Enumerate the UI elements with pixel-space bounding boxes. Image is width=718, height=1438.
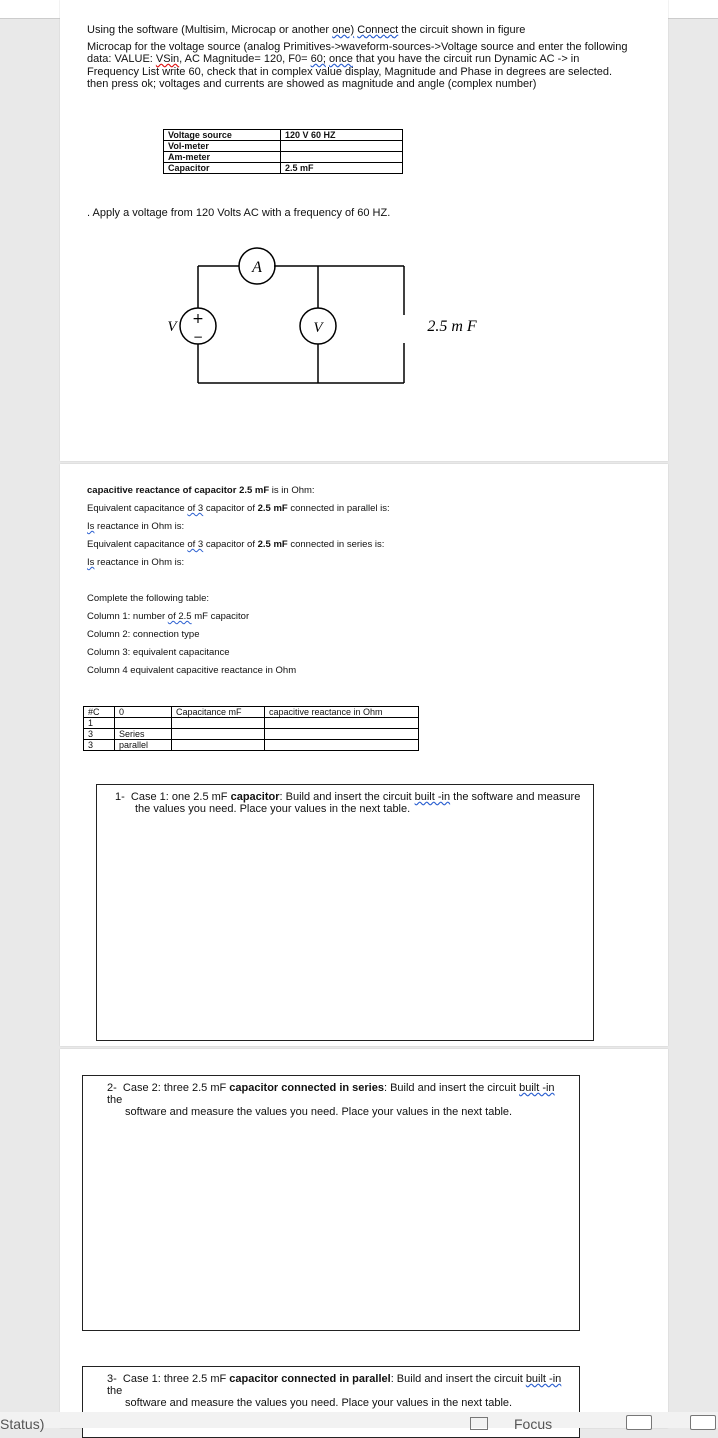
document-page-3 [60,1049,668,1428]
questions-block: capacitive reactance of capacitor 2.5 mF is in Ohm: Equivalent capacitance of 3 capacitor of 2.5 mF connected in parallel is: Is reactance in Ohm is: Equivalent capacitance of 3 capacitor of 2.5 mF connected in series is: Is reactance in Ohm is: Complete the following table: Column 1: number of 2.5 mF capacitor Column 2: connection type Column 3: equivalent capacitance Column 4 equivalent capacitive reactance in Ohm [87,485,390,676]
case3-caption: 3- Case 1: three 2.5 mF capacitor connected in parallel: Build and insert the circuit built -in the software and measure the values you need. Place your values in the next table. [107,1373,562,1409]
apply-voltage-text: . Apply a voltage from 120 Volts AC with a frequency of 60 HZ. [87,207,391,219]
voltmeter-label: V [313,320,323,336]
circuit-diagram [150,240,480,390]
plus-sign: + [192,311,204,327]
case2-caption: 2- Case 2: three 2.5 mF capacitor connected in series: Build and insert the circuit built -in the software and measure the values you need. Place your values in the next table. [107,1082,555,1118]
minus-sign: − [192,330,204,344]
intro-paragraph: Using the software (Multisim, Microcap or another one) Connect the circuit shown in figure Microcap for the voltage source (analog Primitives->waveform-sources->Voltage source and enter the following data: VALUE: VSin, AC Magnitude= 120, F0= 60; once that you have the circuit run Dynamic AC -> in Frequency List write 60, check that in complex value display, Magnitude and Phase in degrees are selected. then press ok; voltages and currents are showed as magnitude and angle (complex number) [87,24,628,90]
case2-answer-box[interactable] [82,1075,580,1331]
document-page-2 [60,464,668,1046]
source-label: V [167,319,177,335]
status-bar [0,1412,718,1432]
spec-table: Voltage source 120 V 60 HZ Vol-meter Am-meter Capacitor 2.5 mF [163,129,403,174]
capacitor-label: 2.5 m F [427,318,477,335]
results-table: #C 0 Capacitance mF capacitive reactance in Ohm 1 3 Series 3 parallel [83,706,419,751]
focus-icon[interactable] [470,1417,488,1430]
document-page-1 [60,0,668,461]
focus-button[interactable]: Focus [514,1416,553,1432]
ammeter-label: A [252,259,262,276]
case1-caption: 1- Case 1: one 2.5 mF capacitor: Build and insert the circuit built -in the software and measure the values you need. Place your values in the next table. [115,791,581,815]
case1-answer-box[interactable] [96,784,594,1041]
status-text: Status) [0,1416,45,1432]
